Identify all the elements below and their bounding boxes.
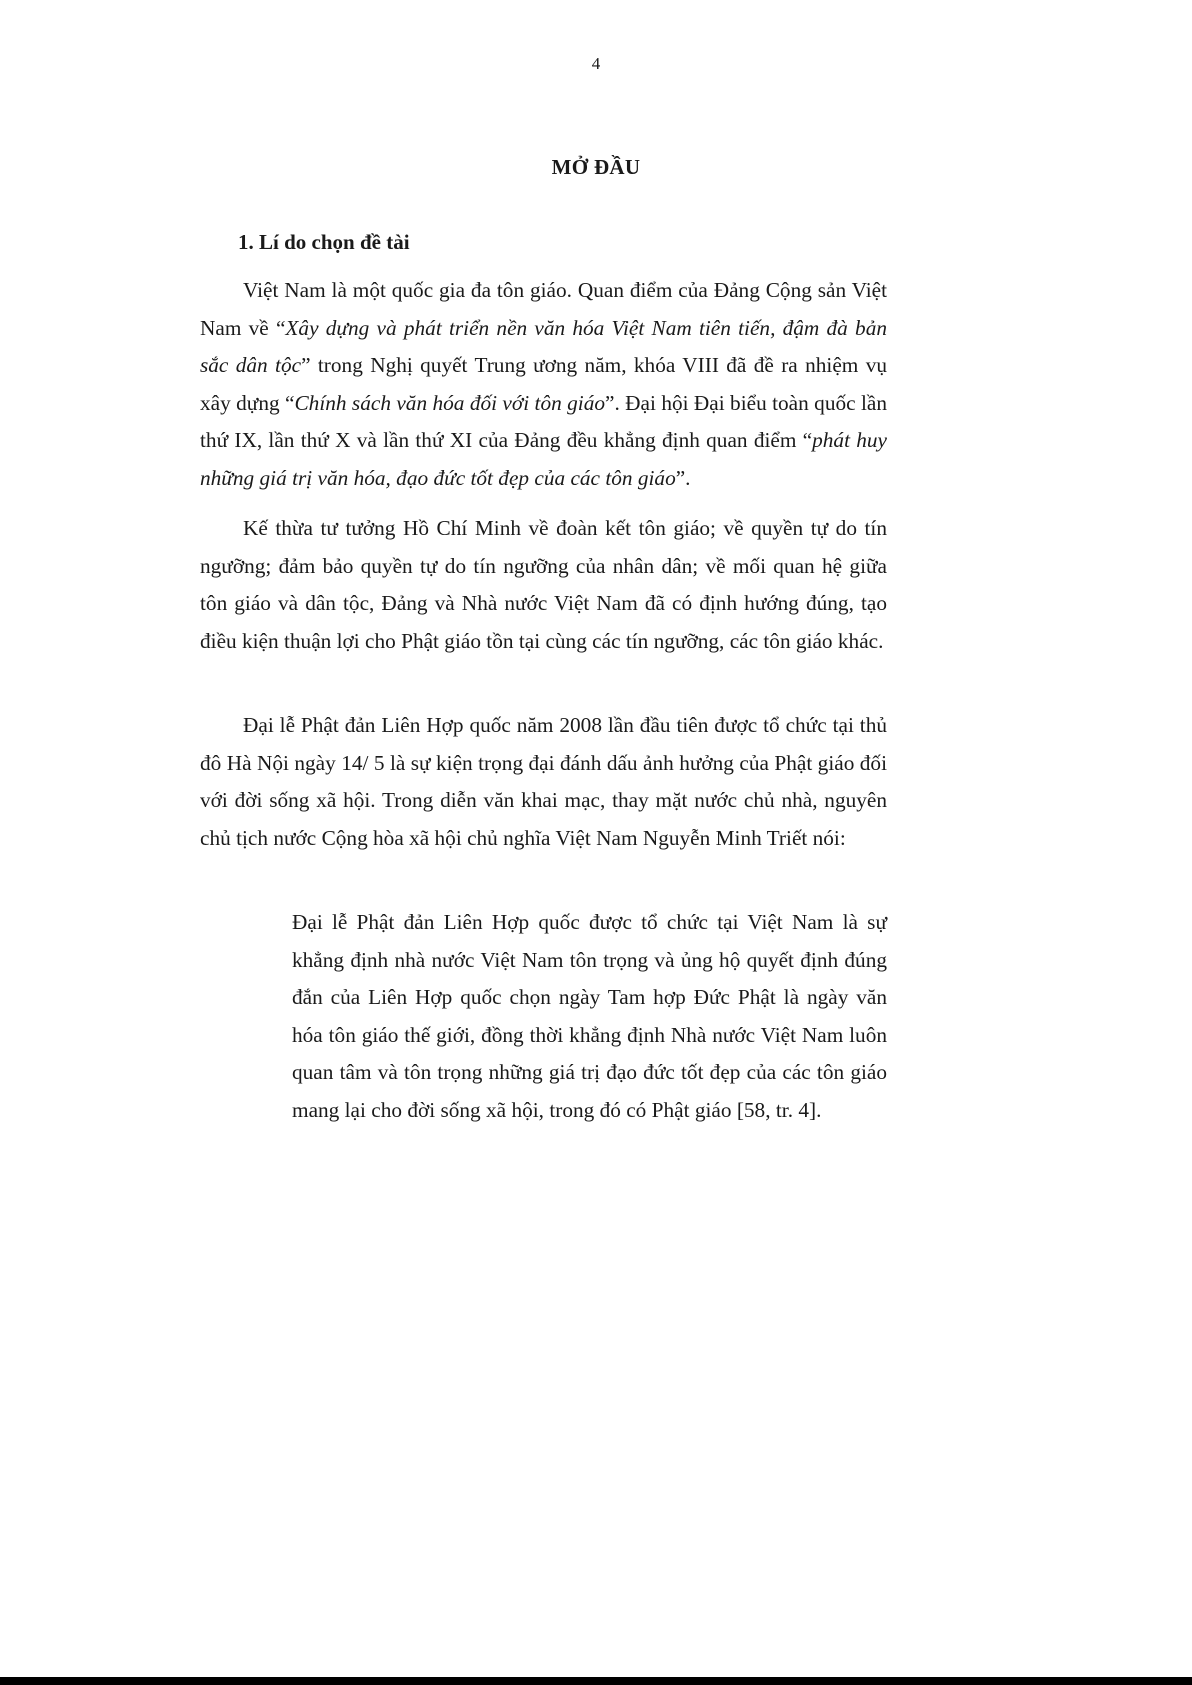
block-quote: Đại lễ Phật đản Liên Hợp quốc được tổ chức tại Việt Nam là sự khẳng định nhà nước Việt Nam tôn trọng và ủng hộ quyết định đúng đắn của Liên Hợp quốc chọn ngày Tam hợp Đức Phật là ngày văn hóa tôn giáo thế giới, đồng thời khẳng định Nhà nước Việt Nam luôn quan tâm và tôn trọng những giá trị đạo đức tốt đẹp của các tôn giáo mang lại cho đời sống xã hội, trong đó có Phật giáo [58, tr. 4]. bbox=[292, 910, 887, 1122]
paragraph-1-text-1: Việt Nam là một quốc gia đa tôn giáo. Quan điểm của Đảng Cộng sản Việt Nam về “ bbox=[200, 278, 887, 340]
paragraph-3: Đại lễ Phật đản Liên Hợp quốc năm 2008 lần đầu tiên được tổ chức tại thủ đô Hà Nội ngày 14/ 5 là sự kiện trọng đại đánh dấu ảnh hưởng của Phật giáo đối với đời sống xã hội. Trong diễn văn khai mạc, thay mặt nước chủ nhà, nguyên chủ tịch nước Cộng hòa xã hội chủ nghĩa Việt Nam Nguyễn Minh Triết nói: bbox=[200, 713, 887, 850]
paragraph-1-text-2: ” trong Nghị quyết Trung ương năm, khóa VIII đã đề ra nhiệm vụ xây dựng “ bbox=[200, 353, 887, 415]
page-number: 4 bbox=[591, 54, 601, 73]
paragraph-1 bbox=[200, 272, 887, 497]
section-heading: 1. Lí do chọn đề tài bbox=[238, 230, 410, 254]
bottom-border-bar bbox=[0, 1677, 1192, 1685]
paragraph-1-text-4: ”. bbox=[675, 465, 691, 490]
page-title: MỞ ĐẦU bbox=[551, 155, 641, 179]
paragraph-1-italic-1: Xây dựng và phát triển nền văn hóa Việt Nam tiên tiến, đậm đà bản sắc dân tộc bbox=[200, 315, 887, 377]
paragraph-1-italic-3: phát huy những giá trị văn hóa, đạo đức tốt đẹp của các tôn giáo bbox=[200, 428, 888, 490]
paragraph-1-italic-2: Chính sách văn hóa đối với tôn giáo bbox=[294, 390, 606, 415]
paragraph-2: Kế thừa tư tưởng Hồ Chí Minh về đoàn kết tôn giáo; về quyền tự do tín ngưỡng; đảm bảo quyền tự do tín ngưỡng của nhân dân; về mối quan hệ giữa tôn giáo và dân tộc, Đảng và Nhà nước Việt Nam đã có định hướng đúng, tạo điều kiện thuận lợi cho Phật giáo tồn tại cùng các tín ngưỡng, các tôn giáo khác. bbox=[200, 516, 887, 653]
paragraph-1-text-3: ”. Đại hội Đại biểu toàn quốc lần thứ IX, lần thứ X và lần thứ XI của Đảng đều khẳng định quan điểm “ bbox=[200, 390, 887, 452]
